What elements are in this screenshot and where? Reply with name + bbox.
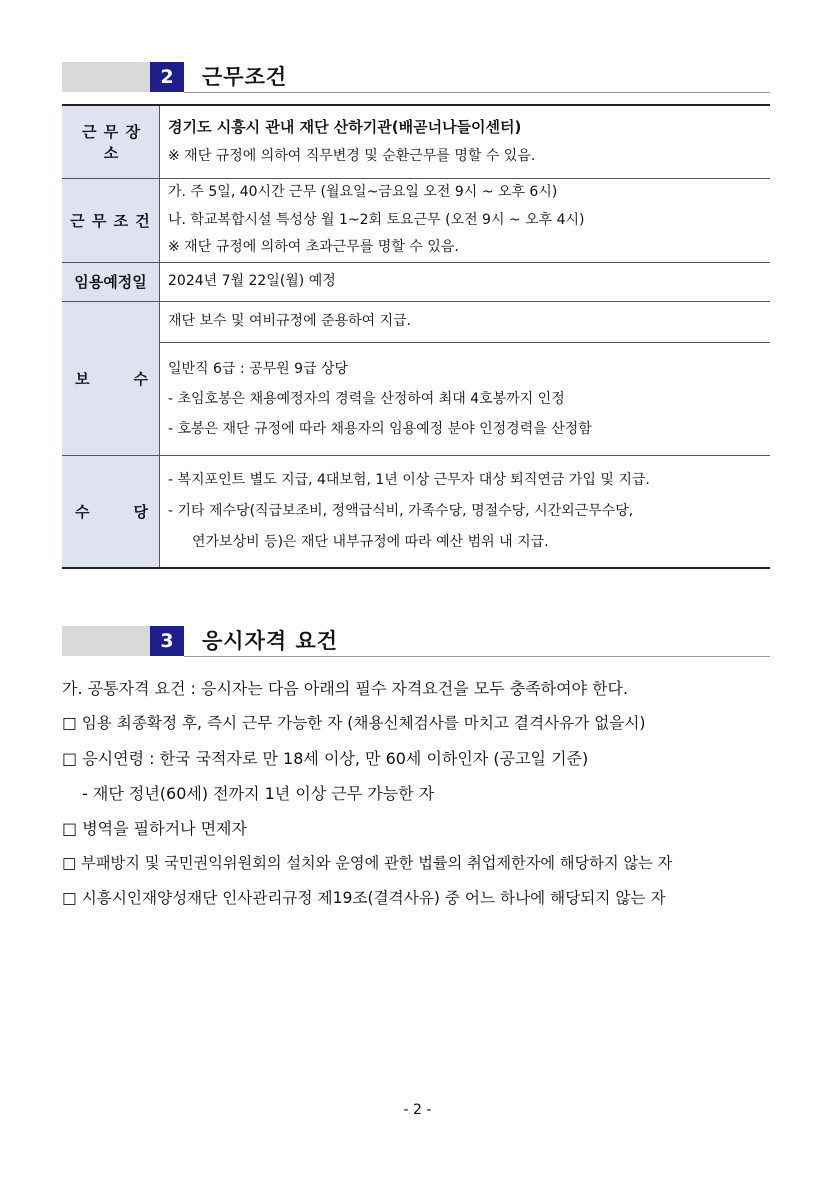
value-line: 나. 학교복합시설 특성상 월 1~2회 토요근무 (오전 9시 ~ 오후 4시)	[168, 212, 585, 228]
table-row	[62, 178, 770, 262]
salary-label: 보 수	[75, 369, 148, 388]
row-value-salary-basis	[160, 301, 771, 342]
list-item: 가. 공통자격 요건 : 응시자는 다음 아래의 필수 자격요건을 모두 충족하여야 한다.	[62, 679, 629, 698]
list-item: - 재단 정년(60세) 전까지 1년 이상 근무 가능한 자	[82, 784, 435, 803]
table-row	[62, 455, 770, 568]
section-number: 2	[150, 62, 184, 92]
allowance-label: 수 당	[75, 502, 148, 521]
row-label-allowance	[62, 455, 160, 568]
value-line: 2024년 7월 22일(월) 예정	[168, 273, 336, 289]
qualification-list	[62, 671, 782, 916]
list-item: □ 응시연령 : 한국 국적자로 만 18세 이상, 만 60세 이하인자 (공고일 기준)	[62, 749, 589, 768]
value-line: - 호봉은 재단 규정에 따라 채용자의 임용예정 분야 인정경력을 산정함	[168, 420, 592, 437]
list-item: □ 병역을 필하거나 면제자	[62, 819, 247, 838]
section-number: 3	[150, 626, 184, 656]
header-rule	[184, 92, 770, 93]
row-value-allowance	[160, 455, 771, 568]
row-label-text	[63, 368, 158, 389]
row-value-work-conditions	[160, 178, 771, 262]
row-label-text: 임용예정일	[74, 273, 147, 291]
table-row	[62, 301, 770, 342]
table-row	[62, 342, 770, 455]
table-row	[62, 262, 770, 301]
row-label-appointment-date	[62, 262, 160, 301]
row-label-text: 근 무 장 소	[82, 122, 141, 162]
row-value-salary-grade	[160, 342, 771, 455]
value-line: - 초임호봉은 채용예정자의 경력을 산정하여 최대 4호봉까지 인정	[168, 390, 565, 407]
header-shade	[62, 62, 84, 92]
value-line: - 기타 제수당(직급보조비, 정액급식비, 가족수당, 명절수당, 시간외근무수당,	[168, 502, 634, 519]
value-line: 일반직 6급 : 공무원 9급 상당	[168, 360, 349, 377]
value-line: - 복지포인트 별도 지급, 4대보험, 1년 이상 근무자 대상 퇴직연금 가입 및 지급.	[168, 471, 650, 488]
value-line: 가. 주 5일, 40시간 근무 (월요일~금요일 오전 9시 ~ 오후 6시)	[168, 184, 558, 200]
value-line: 재단 보수 및 여비규정에 준용하여 지급.	[168, 313, 412, 329]
row-label-work-location	[62, 105, 160, 178]
value-line: 연가보상비 등)은 재단 내부규정에 따라 예산 범위 내 지급.	[192, 533, 549, 550]
header-rule	[184, 656, 770, 657]
section-title: 근무조건	[202, 65, 288, 89]
section-2-header	[62, 62, 770, 94]
row-value-work-location	[160, 105, 771, 178]
row-label-text	[63, 501, 158, 522]
list-item: □ 임용 최종확정 후, 즉시 근무 가능한 자 (채용신체검사를 마치고 결격사유가 없을시)	[62, 714, 646, 732]
header-shade	[62, 626, 84, 656]
section-title: 응시자격 요건	[202, 629, 339, 653]
section-3-header	[62, 626, 770, 658]
row-value-appointment-date	[160, 262, 771, 301]
value-line: ※ 재단 규정에 의하여 초과근무를 명할 수 있음.	[168, 239, 459, 255]
row-label-text: 근 무 조 건	[70, 211, 151, 230]
work-conditions-table	[62, 104, 770, 569]
table-row	[62, 105, 770, 178]
value-line: 경기도 시흥시 관내 재단 산하기관(배곧너나들이센터)	[168, 117, 522, 136]
list-item: □ 부패방지 및 국민권익위원회의 설치와 운영에 관한 법률의 취업제한자에 해당하지 않는 자	[62, 854, 673, 872]
page-number: - 2 -	[403, 1102, 432, 1118]
list-item: □ 시흥시인재양성재단 인사관리규정 제19조(결격사유) 중 어느 하나에 해당되지 않는 자	[62, 889, 666, 907]
row-label-work-conditions	[62, 178, 160, 262]
value-line: ※ 재단 규정에 의하여 직무변경 및 순환근무를 명할 수 있음.	[168, 147, 536, 164]
row-label-salary	[62, 301, 160, 455]
